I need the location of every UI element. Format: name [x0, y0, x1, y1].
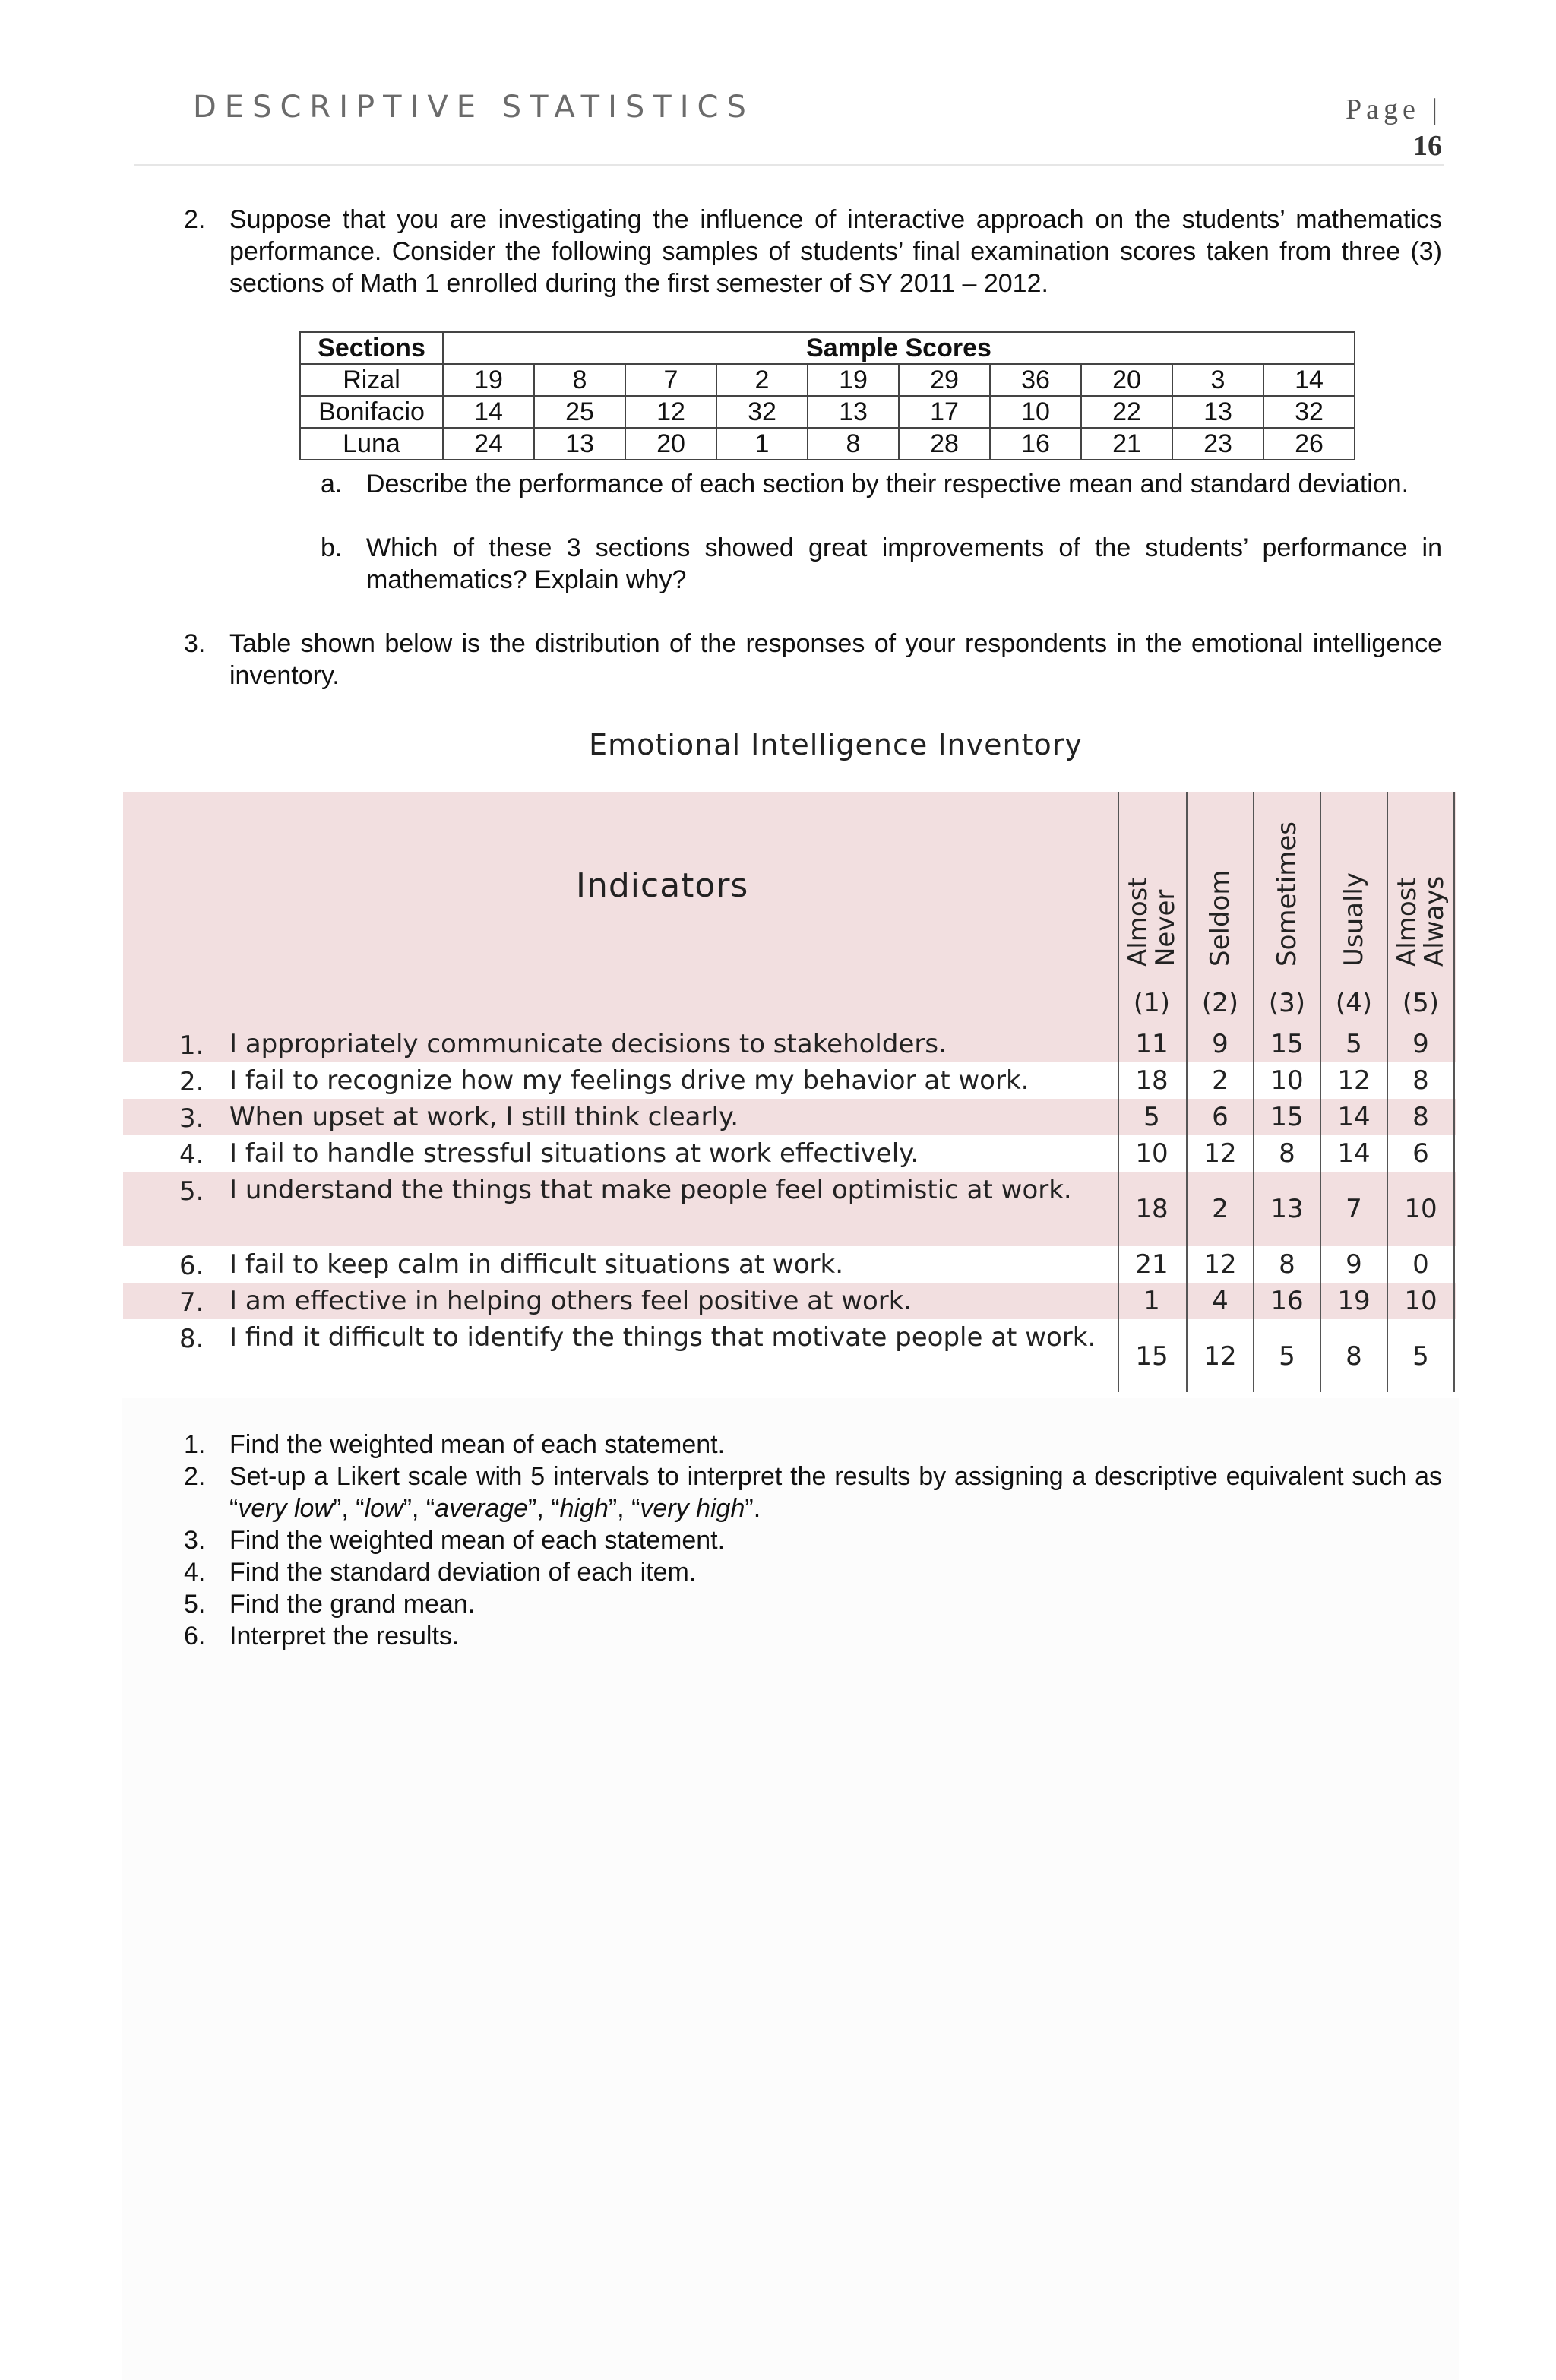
page-label: Page | — [1346, 93, 1442, 125]
response-count-cell: 14 — [1337, 1138, 1371, 1169]
scale-value: (3) — [1268, 988, 1306, 1018]
column-divider — [1253, 792, 1254, 1392]
running-header-title: DESCRIPTIVE STATISTICS — [193, 90, 754, 125]
response-count-cell: 9 — [1412, 1029, 1429, 1059]
question-2a-text: Describe the performance of each section by their respective mean and standard deviation. — [366, 470, 1409, 498]
indicator-text: When upset at work, I still think clearly. — [229, 1102, 739, 1132]
column-divider — [1320, 792, 1321, 1392]
task-text: Find the standard deviation of each item. — [229, 1558, 697, 1587]
response-count-cell: 15 — [1135, 1341, 1169, 1372]
table-row — [123, 1246, 1456, 1283]
score-cell: 36 — [990, 364, 1081, 396]
score-cell: 26 — [1263, 428, 1355, 460]
score-cell: 14 — [443, 396, 534, 428]
response-count-cell: 19 — [1337, 1286, 1371, 1316]
task-text: Find the weighted mean of each statement. — [229, 1526, 726, 1555]
response-count-cell: 12 — [1203, 1341, 1237, 1372]
task-text: Set-up a Likert scale with 5 intervals to interpret the results by assigning a descriptive equivalent such as “ — [229, 1462, 1442, 1523]
punctuation: ”. — [745, 1494, 761, 1523]
response-count-cell: 5 — [1346, 1029, 1362, 1059]
score-cell: 16 — [990, 428, 1081, 460]
task-text: Find the grand mean. — [229, 1590, 476, 1619]
score-cell: 13 — [534, 428, 625, 460]
section-name-cell: Luna — [300, 428, 443, 460]
response-count-cell: 7 — [1346, 1194, 1362, 1224]
column-divider — [1387, 792, 1388, 1392]
score-cell: 32 — [1263, 396, 1355, 428]
task-number: 1. — [184, 1430, 206, 1459]
indicator-number: 2. — [179, 1067, 204, 1097]
response-count-cell: 21 — [1135, 1249, 1169, 1280]
indicator-number: 1. — [179, 1030, 204, 1061]
response-count-cell: 5 — [1143, 1102, 1160, 1132]
column-header-label — [1124, 877, 1179, 967]
score-cell: 3 — [1172, 364, 1263, 396]
score-cell: 2 — [716, 364, 808, 396]
indicator-text: I understand the things that make people feel optimistic at work. — [229, 1175, 1072, 1205]
score-cell: 32 — [716, 396, 808, 428]
response-count-cell: 12 — [1203, 1138, 1237, 1169]
sample-scores-header: Sample Scores — [443, 332, 1355, 364]
score-cell: 20 — [625, 428, 716, 460]
punctuation: ”, “ — [608, 1494, 640, 1523]
question-3-text: Table shown below is the distribution of the responses of your respondents in the emotional intelligence inventory. — [229, 629, 1442, 690]
score-cell: 19 — [808, 364, 899, 396]
response-count-cell: 10 — [1404, 1194, 1437, 1224]
indicator-number: 5. — [179, 1176, 204, 1207]
response-count-cell: 18 — [1135, 1065, 1169, 1096]
column-header-word: Always — [1419, 875, 1450, 967]
response-count-cell: 6 — [1212, 1102, 1229, 1132]
response-count-cell: 2 — [1212, 1065, 1229, 1096]
response-count-cell: 14 — [1337, 1102, 1371, 1132]
score-cell: 22 — [1081, 396, 1172, 428]
question-3-number: 3. — [184, 629, 206, 658]
ei-table-title: Emotional Intelligence Inventory — [589, 728, 1083, 761]
list-item — [184, 1461, 1442, 1524]
scale-term: low — [364, 1494, 403, 1523]
section-name-cell: Rizal — [300, 364, 443, 396]
response-count-cell: 16 — [1270, 1286, 1304, 1316]
column-header-label — [1393, 876, 1448, 967]
response-count-cell: 5 — [1412, 1341, 1429, 1372]
score-cell: 20 — [1081, 364, 1172, 396]
indicator-text: I find it difficult to identify the things that motivate people at work. — [229, 1322, 1096, 1353]
column-divider — [1186, 792, 1188, 1392]
task-number: 4. — [184, 1558, 206, 1587]
table-row — [300, 396, 1355, 428]
indicator-number: 4. — [179, 1140, 204, 1170]
score-cell: 8 — [808, 428, 899, 460]
response-count-cell: 11 — [1135, 1029, 1169, 1059]
section-name-cell: Bonifacio — [300, 396, 443, 428]
question-2-number: 2. — [184, 205, 206, 234]
score-cell: 29 — [899, 364, 990, 396]
task-list — [184, 1429, 1442, 1652]
question-2a — [321, 468, 1442, 500]
list-item — [184, 1429, 1442, 1461]
response-count-cell: 13 — [1270, 1194, 1304, 1224]
table-row — [123, 1283, 1456, 1319]
question-2b-text: Which of these 3 sections showed great improvements of the students’ performance in mathematics? Explain why? — [366, 533, 1442, 594]
scale-term: high — [559, 1494, 609, 1523]
response-count-cell: 8 — [1279, 1138, 1295, 1169]
score-cell: 12 — [625, 396, 716, 428]
response-count-cell: 4 — [1212, 1286, 1229, 1316]
sections-header: Sections — [300, 332, 443, 364]
score-cell: 7 — [625, 364, 716, 396]
response-count-cell: 9 — [1346, 1249, 1362, 1280]
page-number: 16 — [1413, 130, 1442, 162]
indicator-number: 7. — [179, 1287, 204, 1318]
question-2 — [184, 204, 1442, 299]
task-text: Interpret the results. — [229, 1622, 460, 1650]
scale-value: (1) — [1133, 988, 1171, 1018]
indicators-header: Indicators — [576, 866, 749, 905]
punctuation: ”, “ — [528, 1494, 560, 1523]
score-cell: 14 — [1263, 364, 1355, 396]
response-count-cell: 12 — [1203, 1249, 1237, 1280]
column-divider — [1453, 792, 1455, 1392]
task-text: Find the weighted mean of each statement. — [229, 1430, 726, 1459]
table-row — [123, 1319, 1456, 1394]
indicator-number: 8. — [179, 1324, 204, 1354]
sample-scores-table — [299, 331, 1355, 460]
scale-value: (4) — [1335, 988, 1373, 1018]
response-count-cell: 8 — [1412, 1065, 1429, 1096]
response-count-cell: 6 — [1412, 1138, 1429, 1169]
score-cell: 8 — [534, 364, 625, 396]
response-count-cell: 15 — [1270, 1029, 1304, 1059]
task-number: 2. — [184, 1462, 206, 1491]
indicator-text: I fail to keep calm in difficult situations at work. — [229, 1249, 843, 1280]
column-header-word: Never — [1150, 889, 1181, 967]
task-number: 3. — [184, 1526, 206, 1555]
response-count-cell: 0 — [1412, 1249, 1429, 1280]
score-cell: 13 — [808, 396, 899, 428]
score-cell: 28 — [899, 428, 990, 460]
score-cell: 24 — [443, 428, 534, 460]
response-count-cell: 5 — [1279, 1341, 1295, 1372]
score-cell: 21 — [1081, 428, 1172, 460]
task-number: 6. — [184, 1622, 206, 1650]
column-header-label: Seldom — [1205, 869, 1235, 967]
response-count-cell: 1 — [1143, 1286, 1160, 1316]
table-header-row — [300, 332, 1355, 364]
page-number-block — [1346, 93, 1442, 163]
score-cell: 23 — [1172, 428, 1263, 460]
column-header-label: Usually — [1339, 872, 1369, 967]
indicator-number: 3. — [179, 1103, 204, 1134]
question-3 — [184, 628, 1442, 692]
question-2-text: Suppose that you are investigating the influence of interactive approach on the students’ mathematics performance. Consider the following samples of students’ final examination scores taken from three (3) sections of Math 1 enrolled during the first semester of SY 2011 – 2012. — [229, 205, 1442, 298]
column-header-word: Almost — [1392, 877, 1422, 967]
response-count-cell: 8 — [1346, 1341, 1362, 1372]
response-count-cell: 18 — [1135, 1194, 1169, 1224]
sample-scores-body — [300, 364, 1355, 460]
table-row — [300, 428, 1355, 460]
response-count-cell: 8 — [1279, 1249, 1295, 1280]
punctuation: ”, “ — [333, 1494, 365, 1523]
indicator-text: I fail to handle stressful situations at work effectively. — [229, 1138, 919, 1169]
response-count-cell: 15 — [1270, 1102, 1304, 1132]
score-cell: 13 — [1172, 396, 1263, 428]
table-row — [123, 1172, 1456, 1246]
indicator-number: 6. — [179, 1251, 204, 1281]
header-divider — [134, 164, 1444, 166]
table-row — [300, 364, 1355, 396]
table-row — [123, 1062, 1456, 1099]
punctuation: ”, “ — [403, 1494, 435, 1523]
table-row — [123, 1099, 1456, 1135]
table-row — [123, 1026, 1456, 1062]
scale-term: very low — [238, 1494, 334, 1523]
list-item — [184, 1620, 1442, 1652]
table-row — [123, 1135, 1456, 1172]
scale-term: average — [435, 1494, 529, 1523]
response-count-cell: 10 — [1270, 1065, 1304, 1096]
score-cell: 25 — [534, 396, 625, 428]
column-header-label: Sometimes — [1272, 821, 1302, 967]
indicator-text: I appropriately communicate decisions to stakeholders. — [229, 1029, 947, 1059]
question-2b — [321, 532, 1442, 596]
scale-term: very high — [640, 1494, 745, 1523]
column-header-word: Almost — [1123, 877, 1153, 967]
list-item — [184, 1556, 1442, 1588]
scale-value: (2) — [1201, 988, 1239, 1018]
score-cell: 19 — [443, 364, 534, 396]
question-2a-label: a. — [321, 470, 343, 498]
indicator-text: I am effective in helping others feel positive at work. — [229, 1286, 912, 1316]
score-cell: 17 — [899, 396, 990, 428]
column-divider — [1118, 792, 1119, 1392]
list-item — [184, 1588, 1442, 1620]
indicator-text: I fail to recognize how my feelings drive my behavior at work. — [229, 1065, 1029, 1096]
score-cell: 10 — [990, 396, 1081, 428]
scale-value: (5) — [1402, 988, 1440, 1018]
response-count-cell: 2 — [1212, 1194, 1229, 1224]
list-item — [184, 1524, 1442, 1556]
response-count-cell: 9 — [1212, 1029, 1229, 1059]
question-2b-label: b. — [321, 533, 343, 562]
response-count-cell: 10 — [1404, 1286, 1437, 1316]
score-cell: 1 — [716, 428, 808, 460]
response-count-cell: 10 — [1135, 1138, 1169, 1169]
task-number: 5. — [184, 1590, 206, 1619]
response-count-cell: 12 — [1337, 1065, 1371, 1096]
response-count-cell: 8 — [1412, 1102, 1429, 1132]
